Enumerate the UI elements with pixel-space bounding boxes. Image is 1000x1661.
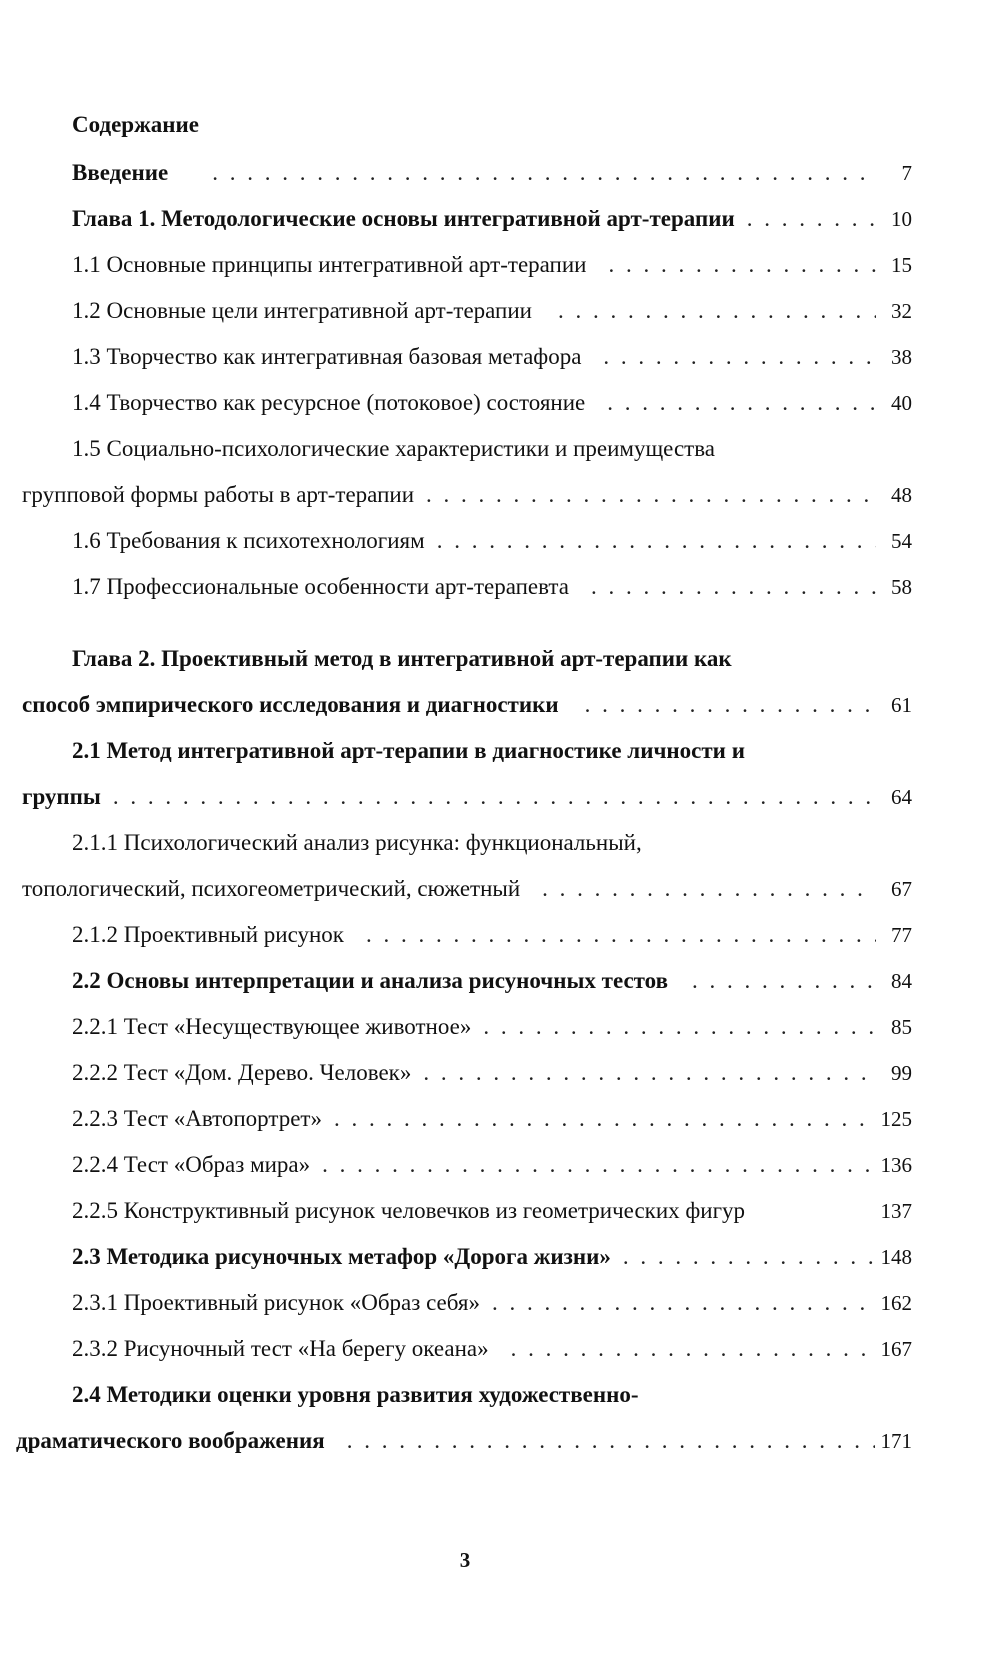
toc-entry-label: 1.2 Основные цели интегративной арт-терапии	[72, 298, 532, 323]
toc-page-number: 167	[880, 1337, 912, 1361]
toc-page-number: 10	[891, 207, 912, 231]
toc-entry-label: 2.2 Основы интерпретации и анализа рисуночных тестов	[72, 968, 669, 993]
toc-entry-1-4	[72, 388, 912, 418]
dot-leader	[492, 1288, 875, 1318]
toc-entry-2-3	[72, 1242, 912, 1272]
toc-entry-chapter-1	[72, 204, 912, 234]
toc-entry-label: 1.4 Творчество как ресурсное (потоковое) состояние	[72, 390, 586, 415]
dot-leader	[426, 480, 876, 510]
dot-leader	[366, 920, 876, 950]
dot-leader	[623, 1242, 875, 1272]
toc-entry-label: 2.2.4 Тест «Образ мира»	[72, 1152, 311, 1177]
toc-page-number: 15	[891, 253, 912, 277]
dot-leader	[558, 296, 876, 326]
toc-entry-label: 2.3.2 Рисуночный тест «На берегу океана»	[72, 1336, 489, 1361]
toc-entry-2-1-1-line-1: 2.1.1 Психологический анализ рисунка: функциональный,	[72, 830, 642, 855]
toc-entry-1-3	[72, 342, 912, 372]
toc-page-number: 85	[891, 1015, 912, 1039]
toc-entry-2-2-4	[72, 1150, 912, 1180]
toc-page-number: 54	[891, 529, 912, 553]
toc-entry-label: Глава 1. Методологические основы интегративной арт-терапии	[72, 206, 735, 231]
toc-entry-chapter-2-line-1: Глава 2. Проективный метод в интегративной арт-терапии как	[72, 646, 732, 671]
toc-page-number: 125	[880, 1107, 912, 1131]
toc-entry-label: способ эмпирического исследования и диагностики	[22, 692, 559, 717]
dot-leader	[113, 782, 876, 812]
toc-entry-label: 1.6 Требования к психотехнологиям	[72, 528, 425, 553]
toc-entry-1-1	[72, 250, 912, 280]
dot-leader	[692, 966, 876, 996]
dot-leader	[607, 388, 876, 418]
dot-leader	[334, 1104, 875, 1134]
dot-leader	[747, 204, 876, 234]
toc-entry-label: 1.7 Профессиональные особенности арт-терапевта	[72, 574, 569, 599]
toc-entry-label: группы	[22, 784, 101, 809]
dot-leader	[591, 572, 876, 602]
toc-page-number: 171	[880, 1429, 912, 1453]
dot-leader	[511, 1334, 875, 1364]
toc-entry-2-2-5	[72, 1196, 912, 1226]
toc-entry-label: 2.2.5 Конструктивный рисунок человечков из геометрических фигур	[72, 1198, 746, 1223]
toc-page-number: 99	[891, 1061, 912, 1085]
toc-page-number: 58	[891, 575, 912, 599]
toc-entry-label: 2.1.2 Проективный рисунок	[72, 922, 344, 947]
toc-entry-1-7	[72, 572, 912, 602]
toc-entry-2-1-line-1: 2.1 Метод интегративной арт-терапии в диагностике личности и	[72, 738, 745, 763]
toc-entry-1-2	[72, 296, 912, 326]
toc-entry-2-1	[22, 782, 912, 812]
dot-leader	[437, 526, 876, 556]
toc-page-number: 32	[891, 299, 912, 323]
dot-leader	[483, 1012, 876, 1042]
dot-leader	[322, 1150, 874, 1180]
toc-entry-label: 2.2.3 Тест «Автопортрет»	[72, 1106, 322, 1131]
toc-entry-intro	[72, 158, 912, 188]
toc-page-number: 48	[891, 483, 912, 507]
toc-entry-2-1-1	[22, 874, 912, 904]
toc-entry-label: 2.2.2 Тест «Дом. Дерево. Человек»	[72, 1060, 412, 1085]
toc-entry-label: 2.2.1 Тест «Несуществующее животное»	[72, 1014, 472, 1039]
toc-page-number: 77	[891, 923, 912, 947]
toc-entry-label: топологический, психогеометрический, сюжетный	[22, 876, 521, 901]
toc-page-number: 7	[901, 161, 912, 185]
toc-entry-2-3-1	[72, 1288, 912, 1318]
toc-page-number: 148	[880, 1245, 912, 1269]
page-number: 3	[459, 1548, 471, 1572]
toc-page-number: 40	[891, 391, 912, 415]
toc-entry-1-6	[72, 526, 912, 556]
dot-leader	[585, 690, 876, 720]
toc-page-number: 136	[880, 1153, 912, 1177]
toc-entry-1-5	[22, 480, 912, 510]
toc-entry-chapter-2	[22, 690, 912, 720]
toc-entry-label: драматического воображения	[16, 1428, 325, 1453]
toc-entry-label: 2.3 Методика рисуночных метафор «Дорога жизни»	[72, 1244, 611, 1269]
toc-entry-label: групповой формы работы в арт-терапии	[22, 482, 414, 507]
dot-leader	[212, 158, 876, 188]
toc-entry-2-2-1	[72, 1012, 912, 1042]
toc-entry-label: 2.3.1 Проективный рисунок «Образ себя»	[72, 1290, 480, 1315]
toc-page-number: 137	[880, 1199, 912, 1223]
toc-entry-label: Введение	[72, 160, 169, 185]
dot-leader	[423, 1058, 876, 1088]
toc-entry-2-4-line-1: 2.4 Методики оценки уровня развития художественно-	[72, 1382, 639, 1407]
toc-entry-2-2-2	[72, 1058, 912, 1088]
page-title: Содержание	[72, 112, 199, 137]
toc-page-number: 64	[891, 785, 912, 809]
toc-entry-2-2-3	[72, 1104, 912, 1134]
toc-entry-1-5-line-1: 1.5 Социально-психологические характеристики и преимущества	[72, 436, 715, 461]
toc-entry-label: 1.1 Основные принципы интегративной арт-терапии	[72, 252, 587, 277]
toc-page-number: 162	[880, 1291, 912, 1315]
toc-entry-2-3-2	[72, 1334, 912, 1364]
toc-page-number: 84	[891, 969, 912, 993]
dot-leader	[542, 874, 876, 904]
toc-entry-label: 1.3 Творчество как интегративная базовая метафора	[72, 344, 582, 369]
toc-entry-2-1-2	[72, 920, 912, 950]
toc-page-number: 38	[891, 345, 912, 369]
toc-page-number: 67	[891, 877, 912, 901]
toc-entry-2-4	[16, 1426, 912, 1456]
dot-leader	[603, 342, 876, 372]
toc-page-number: 61	[891, 693, 912, 717]
dot-leader	[608, 250, 876, 280]
dot-leader	[347, 1426, 875, 1456]
toc-entry-2-2	[72, 966, 912, 996]
